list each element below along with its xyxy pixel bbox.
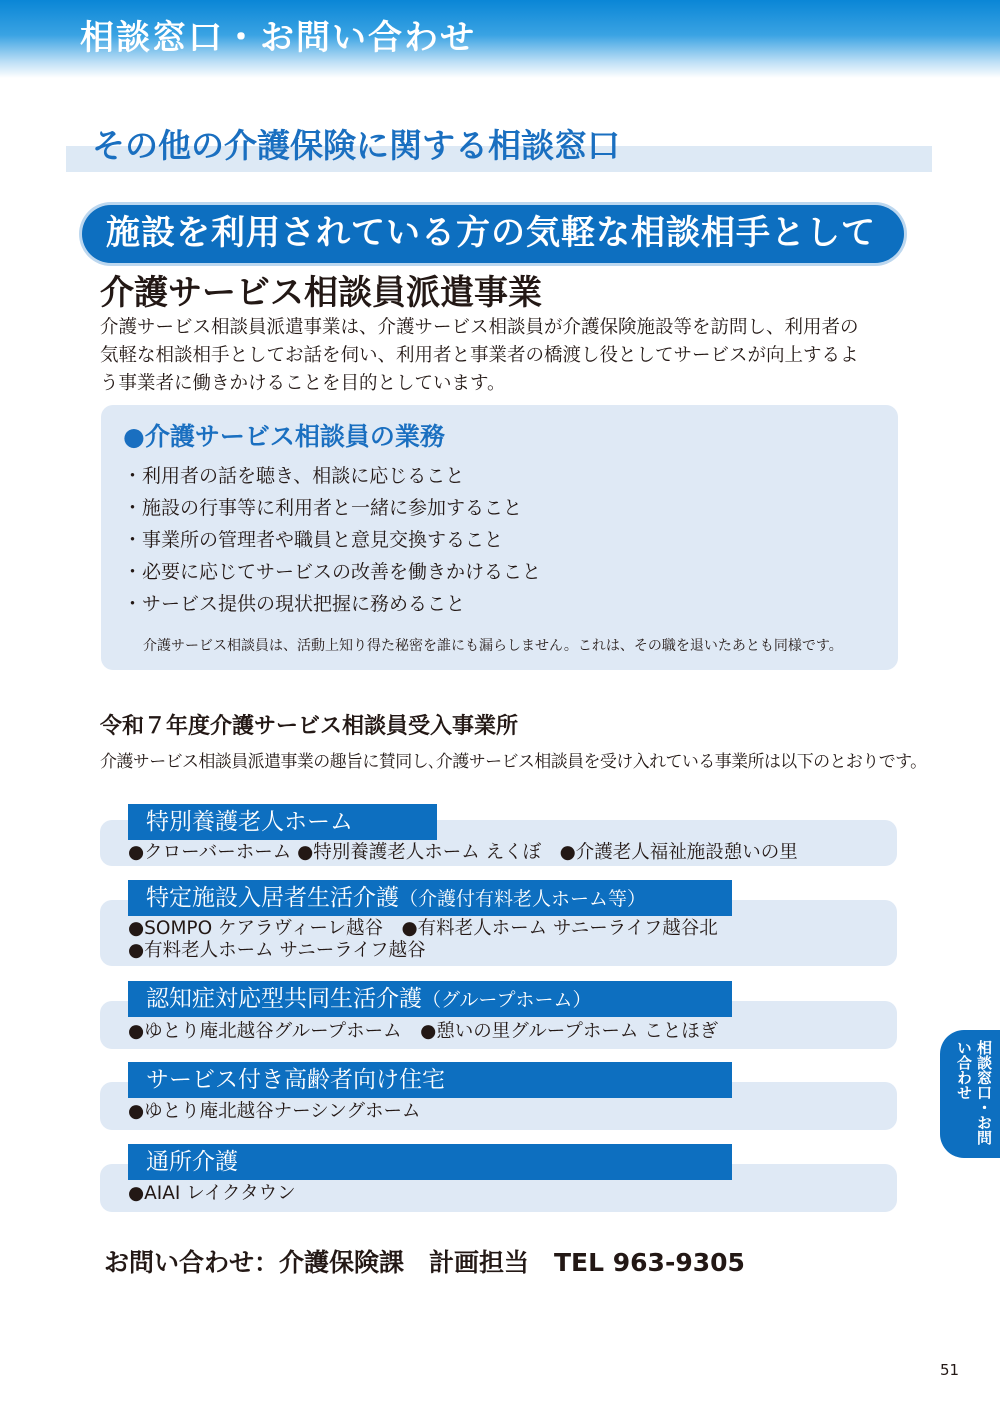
page-title: その他の介護保険に関する相談窓口 (92, 126, 620, 165)
category-name: 認知症対応型共同生活介護 (146, 986, 422, 1012)
facility-line: ●ゆとり庵北越谷ナーシングホーム (128, 1101, 421, 1122)
subheading-pill-text: 施設を利用されている方の気軽な相談相手として (106, 213, 876, 253)
intro-line: 介護サービス相談員派遣事業は、介護サービス相談員が介護保険施設等を訪問し、利用者の (100, 317, 859, 338)
duty-item: ・事業所の管理者や職員と意見交換すること (123, 529, 504, 551)
duty-item: ・利用者の話を聴き、相談に応じること (123, 465, 465, 487)
facility-list (128, 1101, 420, 1123)
category-name: サービス付き高齢者向け住宅 (146, 1067, 445, 1093)
facility-list (128, 1183, 296, 1205)
subheading-pill (82, 205, 904, 263)
side-index-tab-label: 相談窓口・お問い合わせ (955, 1040, 993, 1145)
confidentiality-note: 介護サービス相談員は、活動上知り得た秘密を誰にも漏らしません。これは、その職を退いたあとも同様です。 (143, 638, 843, 654)
facilities-description: 介護サービス相談員派遣事業の趣旨に賛同し､介護サービス相談員を受け入れている事業所は以下のとおりです。 (100, 752, 927, 772)
contact-info: お問い合わせ：介護保険課 計画担当 TEL 963-9305 (104, 1248, 745, 1277)
duty-item: ・必要に応じてサービスの改善を働きかけること (123, 561, 542, 583)
page-number: 51 (940, 1361, 960, 1379)
side-index-tab[interactable] (940, 1030, 1000, 1158)
facility-line: ●クローバーホーム ●特別養護老人ホーム えくぼ ●介護老人福祉施設憩いの里 (128, 842, 798, 863)
duty-item: ・サービス提供の現状把握に務めること (123, 593, 466, 615)
section-header-title: 相談窓口・お問い合わせ (80, 18, 476, 58)
category-name: 通所介護 (146, 1149, 238, 1175)
intro-line: う事業者に働きかけることを目的としています。 (100, 373, 506, 394)
category-name: 特定施設入居者生活介護 (146, 885, 399, 911)
duty-item: ・施設の行事等に利用者と一緒に参加すること (123, 497, 523, 519)
duties-list (123, 460, 541, 620)
facilities-title: 令和７年度介護サービス相談員受入事業所 (100, 714, 519, 739)
duties-box (101, 405, 898, 670)
facility-list (128, 918, 718, 962)
facility-line: ●ゆとり庵北越谷グループホーム ●憩いの里グループホーム ことほぎ (128, 1021, 719, 1042)
facility-category-label (128, 804, 437, 840)
facility-category-label (128, 981, 732, 1017)
facility-category-label (128, 1062, 732, 1098)
facility-line: ●SOMPO ケアラヴィーレ越谷 ●有料老人ホーム サニーライフ越谷北 (128, 918, 718, 939)
facility-category-label (128, 880, 732, 916)
category-name: 特別養護老人ホーム (146, 809, 353, 835)
category-subname: （介護付有料老人ホーム等） (399, 888, 647, 910)
duties-title: ●介護サービス相談員の業務 (123, 422, 445, 451)
program-title: 介護サービス相談員派遣事業 (100, 273, 542, 313)
facility-line: ●有料老人ホーム サニーライフ越谷 (128, 940, 426, 961)
category-subname: （グループホーム） (422, 989, 592, 1011)
facility-category-label (128, 1144, 732, 1180)
facility-line: ●AIAI レイクタウン (128, 1183, 296, 1204)
program-intro (100, 314, 900, 398)
facility-list (128, 1021, 718, 1043)
intro-line: 気軽な相談相手としてお話を伺い、利用者と事業者の橋渡し役としてサービスが向上するよ (100, 345, 859, 366)
facility-list (128, 842, 798, 864)
